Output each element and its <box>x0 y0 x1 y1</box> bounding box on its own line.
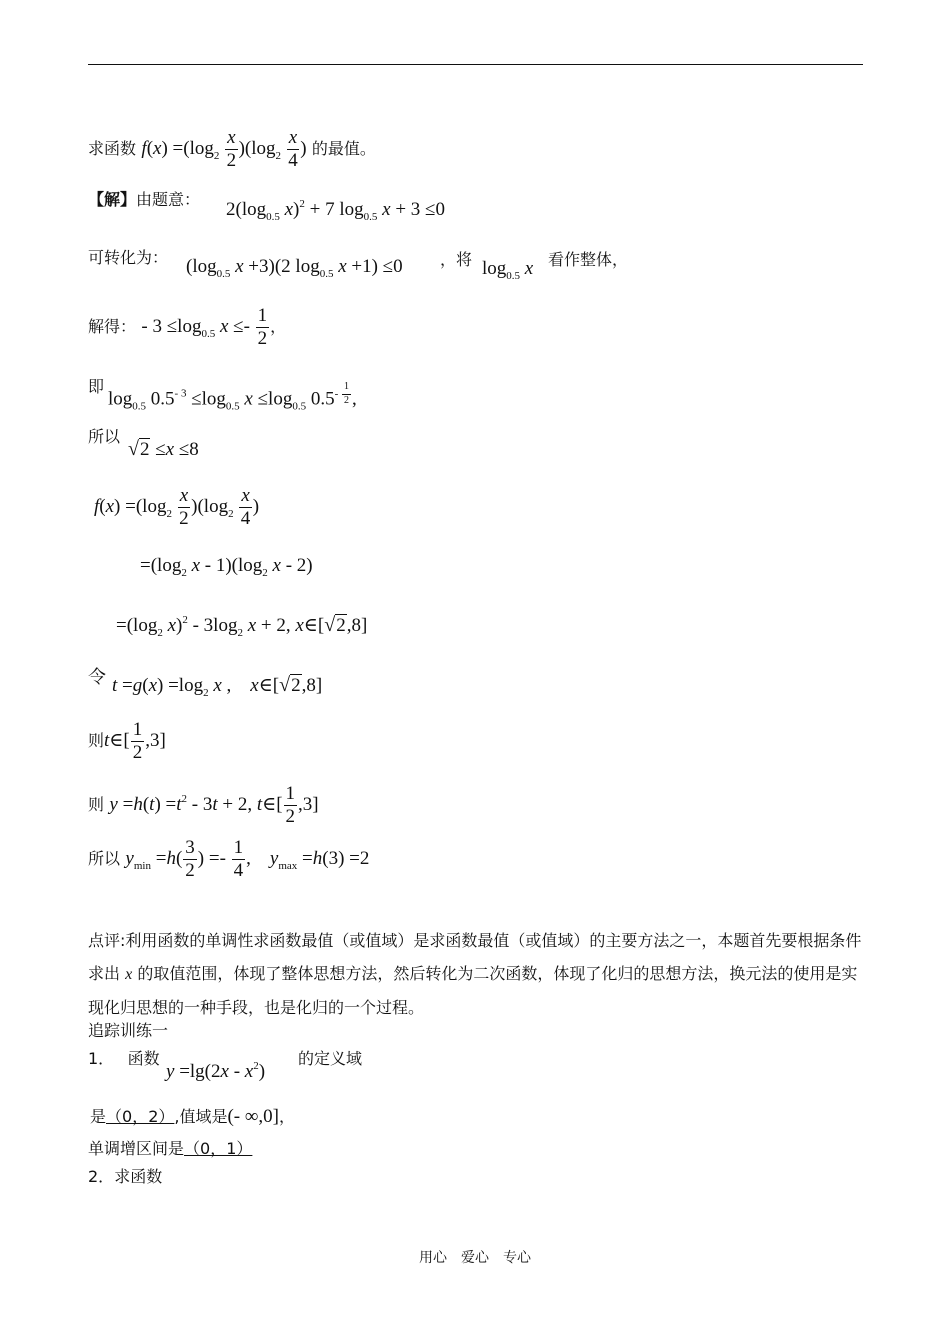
derivation-line-2: $=(\log_2$ x - $1)(\log_2$ x - 2) <box>140 555 313 579</box>
derivation-line-1: $f(x) =(\log_2$ $\frac{x}{2}$ )($\log_2$ $\frac{x}{4}$ ) <box>94 485 260 529</box>
inequality-2: ($\log_{0.5}$ x +3)(2 $\log_{0.5} x +1) \le 0$ <box>186 256 403 280</box>
let-label: 令 <box>88 667 106 688</box>
q1-increasing-line: 单调增区间是（0，1） <box>88 1139 253 1158</box>
let-formula: $t =g(x) =\log_2$ x , x∈[√2,8] <box>112 674 323 699</box>
transform-label: 可转化为： <box>88 248 169 267</box>
problem-formula: $f(x) =(\log_2$ $\frac{x}{2}$ )($\log_2$ $\frac{x}{4}$ ) <box>141 127 307 171</box>
q1-increasing-answer: （0，1） <box>184 1139 253 1158</box>
treat-as-whole-2: 看作整体， <box>548 250 629 269</box>
page-footer: 用心 爱心 专心 <box>419 1250 531 1266</box>
treat-as-whole-1: ，将 <box>440 250 473 269</box>
header-rule <box>88 64 863 65</box>
comment-paragraph: 点评:利用函数的单调性求函数最值（或值域）是求函数最值（或值域）的主要方法之一，本题首先要根据条件求出 x 的取值范围，体现了整体思想方法，然后转化为二次函数，体现了化归的思想方法，换元法的使用是实现化归思想的一种手段，也是化归的一个过程。 <box>88 931 862 1017</box>
ie-formula: $\log_{0.5} 0.5^{- 3} \le\log_{0.5}$ $x \le\log_{0.5}$ $0.5^{- \frac{1}{2}}$ , <box>108 381 357 413</box>
so-formula: √2 ≤x ≤8 <box>128 438 199 460</box>
problem-statement: 求函数 $f(x) =(\log_2$ $\frac{x}{2}$ )($\log_2$ $\frac{x}{4}$ ) 的最值。 <box>88 127 376 171</box>
then-line-1: 则t∈[ $\frac{1}{2}$ ,3] <box>88 719 166 763</box>
exercise-q2: 2．求函数 <box>88 1167 163 1186</box>
derivation-line-3: $=(\log_2$ $x)^2 - 3\log_2$ x + 2, x∈[√2,8] <box>116 614 368 639</box>
exercise-q1: 1． 函数 <box>88 1049 160 1068</box>
q1-domain-answer: （0，2） <box>106 1107 175 1126</box>
inequality-1: $2(\log_{0.5}$ x)$^2$ + 7 $\log_{0.5} x + 3 \le 0$ <box>226 198 445 223</box>
so-label: 所以 <box>88 427 121 446</box>
treat-as-whole-expr: $\log_{0.5} x$ <box>482 258 534 282</box>
q1-domain-line: 是（0，2）,值域是(- ∞,0]， <box>90 1106 296 1127</box>
solve-line: 解得： - $3 \le\log_{0.5}$ x ≤- $\frac{1}{2}$ ， <box>88 305 287 349</box>
q1-suffix: 的定义域 <box>298 1049 363 1068</box>
ie-label: 即 <box>88 377 105 396</box>
q1-function: $y =\lg(2x - x^2)$ <box>166 1060 266 1082</box>
exercise-title: 追踪训练一 <box>88 1021 169 1040</box>
solution-intro: 【解】由题意： <box>88 190 201 209</box>
result-line: 所以 $y_{min} =h$( $\frac{3}{2}$ ) =- $\frac{1}{4}$ , $y_{max} =h(3) =2$ <box>88 837 370 881</box>
then-line-2: 则 $y =h(t) =t^2 - 3t + 2$, t∈[ $\frac{1}{2}$ ,3] <box>88 783 319 827</box>
solve-formula: - $3 \le\log_{0.5}$ x ≤- $\frac{1}{2}$ <box>141 305 268 349</box>
